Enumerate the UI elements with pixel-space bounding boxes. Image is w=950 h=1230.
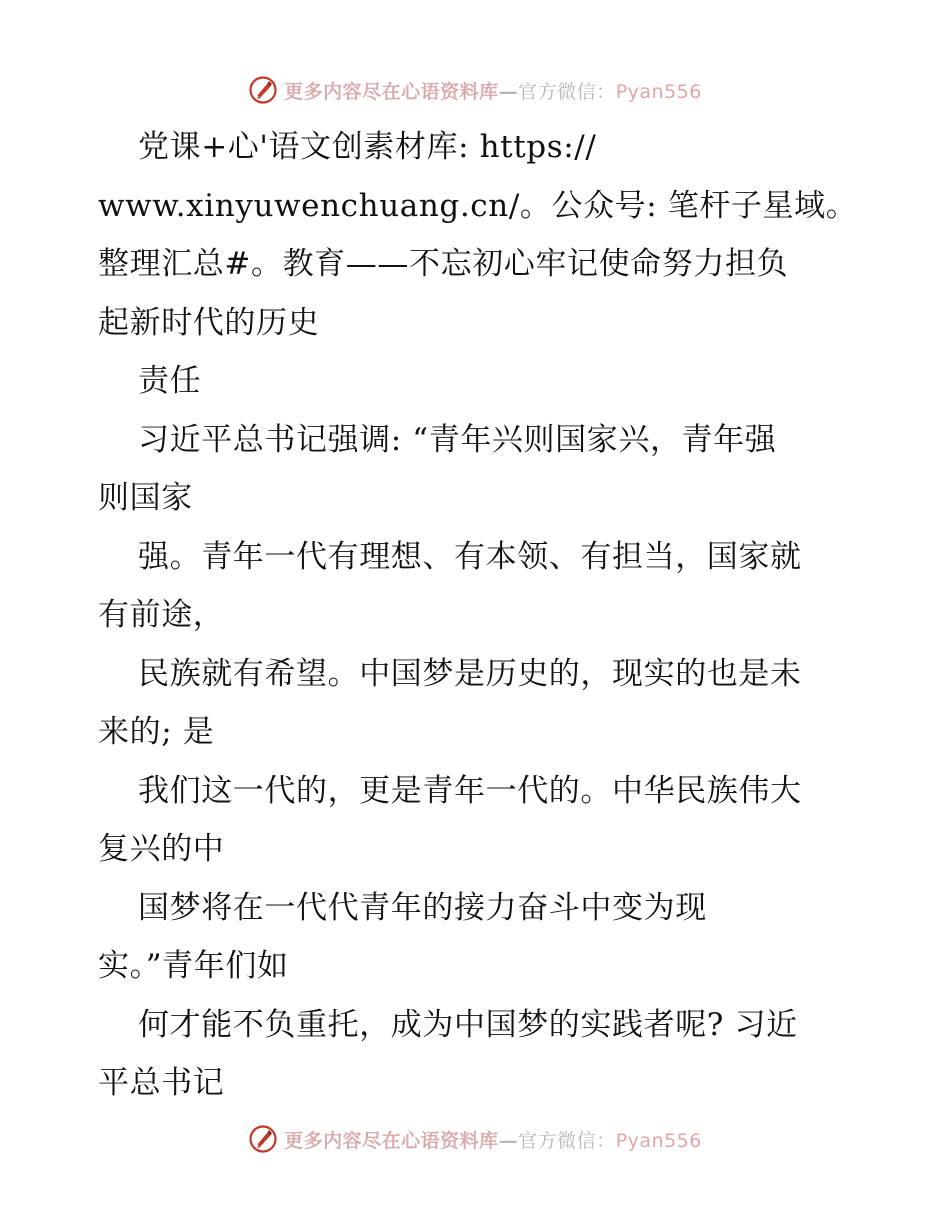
document-body <box>98 118 858 1113</box>
body-line: 国梦将在一代代青年的接力奋斗中变为现 <box>138 889 707 926</box>
body-line: 则国家 <box>98 480 193 516</box>
body-line: 平总书记 <box>98 1065 225 1101</box>
header-watermark-banner <box>0 73 950 107</box>
body-line: 实。”青年们如 <box>98 948 289 984</box>
footer-watermark-banner <box>0 1122 950 1156</box>
body-line: 强。青年一代有理想、有本领、有担当，国家就 <box>138 538 802 575</box>
body-line: 来的; 是 <box>98 714 215 750</box>
body-line: 整理汇总#。教育——不忘初心牢记使命努力担负 <box>98 246 789 282</box>
body-line: www.xinyuwenchuang.cn/。公众号: 笔杆子星域。 <box>98 187 858 224</box>
body-line: 复兴的中 <box>98 831 225 867</box>
body-line: 何才能不负重托，成为中国梦的实践者呢? 习近 <box>138 1006 798 1043</box>
footer-banner-text: 更多内容尽在心语资料库—官方微信：Pyan556 <box>284 1129 702 1152</box>
body-line: 我们这一代的，更是青年一代的。中华民族伟大 <box>138 772 802 809</box>
body-line: 民族就有希望。中国梦是历史的，现实的也是未 <box>138 655 802 692</box>
body-line: 党课+心'语文创素材库: https:// <box>138 129 597 165</box>
body-line: 起新时代的历史 <box>98 304 320 341</box>
header-banner-text: 更多内容尽在心语资料库—官方微信：Pyan556 <box>284 80 702 103</box>
pen-circle-logo-icon <box>248 75 278 105</box>
body-line: 有前途， <box>98 597 225 633</box>
pen-circle-logo-icon <box>248 1124 278 1154</box>
body-line: 责任 <box>138 363 202 399</box>
body-line: 习近平总书记强调: “青年兴则国家兴，青年强 <box>138 421 777 458</box>
